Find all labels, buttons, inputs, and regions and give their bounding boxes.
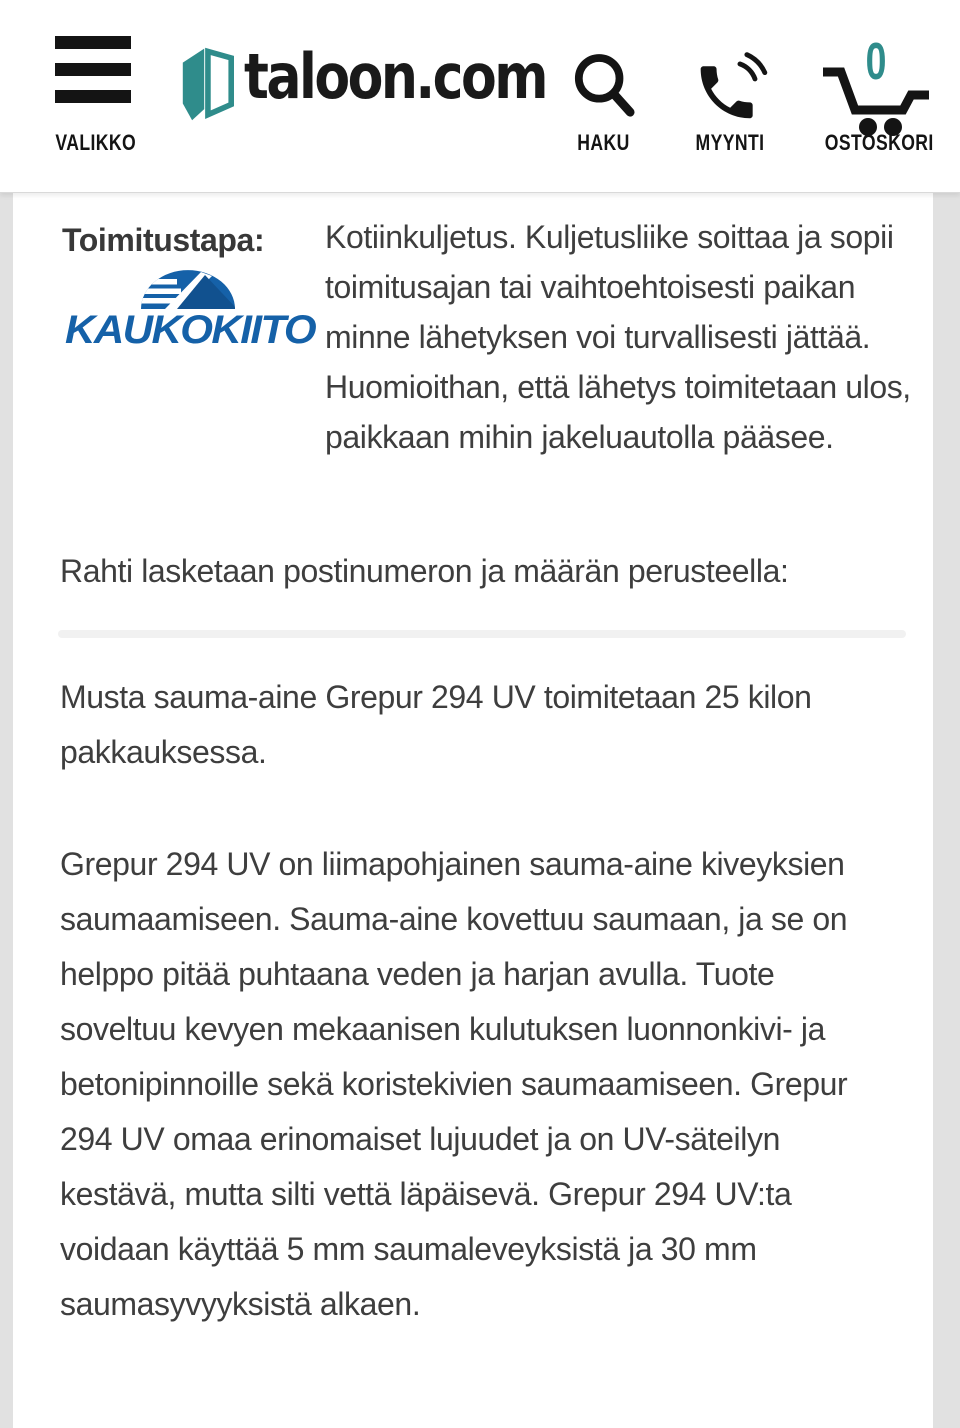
sales-button[interactable] [678,0,782,192]
search-button[interactable] [556,0,651,192]
package-info: Musta sauma-aine Grepur 294 UV toimitetaan 25 kilon pakkauksessa. [60,679,812,770]
cart-button[interactable] [812,0,940,192]
kaukokiito-wordmark: KAUKOKIITO [65,308,317,350]
site-logo[interactable] [180,40,604,124]
header [0,0,960,193]
content-card [13,192,933,1428]
sales-label: MYYNTI [695,130,765,155]
open-door-icon [180,44,234,124]
product-description: Grepur 294 UV on liimapohjainen sauma-aine kiveyksien saumaamiseen. Sauma-aine kovettuu saumaan, ja se on helppo pitää puhtaana veden ja harjan avulla. Tuote soveltuu kevyen mekaanisen kulutuksen luonnonkivi- ja betonipinnoille sekä koristekivien saumaamiseen. Grepur 294 UV omaa erinomaiset lujuudet ja on UV-säteilyn kestävä, mutta silti vettä läpäisevä. Grepur 294 UV:ta voidaan käyttää 5 mm saumaleveyksistä ja 30 mm saumasyvyyksistä alkaen. [60,846,848,1322]
search-icon [573,52,635,124]
freight-note: Rahti lasketaan postinumeron ja määrän perusteella: [60,553,789,589]
section-divider [58,630,906,638]
cart-label: OSTOSKORI [824,130,934,155]
hamburger-icon [55,36,131,103]
cart-count-badge: 0 [865,33,887,91]
menu-button[interactable] [46,0,140,192]
search-label: HAKU [577,130,630,155]
phone-icon [692,46,770,124]
logo-text: taloon.com [244,40,547,113]
menu-label: VALIKKO [55,130,137,155]
kaukokiito-logo [65,268,317,350]
delivery-method-label: Toimitustapa: [62,222,265,258]
delivery-description: Kotiinkuljetus. Kuljetusliike soittaa ja sopii toimitusajan tai vaihtoehtoisesti paikan minne lähetyksen voi turvallisesti jättää. Huomioithan, että lähetys toimitetaan ulos, paikkaan mihin jakeluautolla pääsee. [325,219,911,455]
